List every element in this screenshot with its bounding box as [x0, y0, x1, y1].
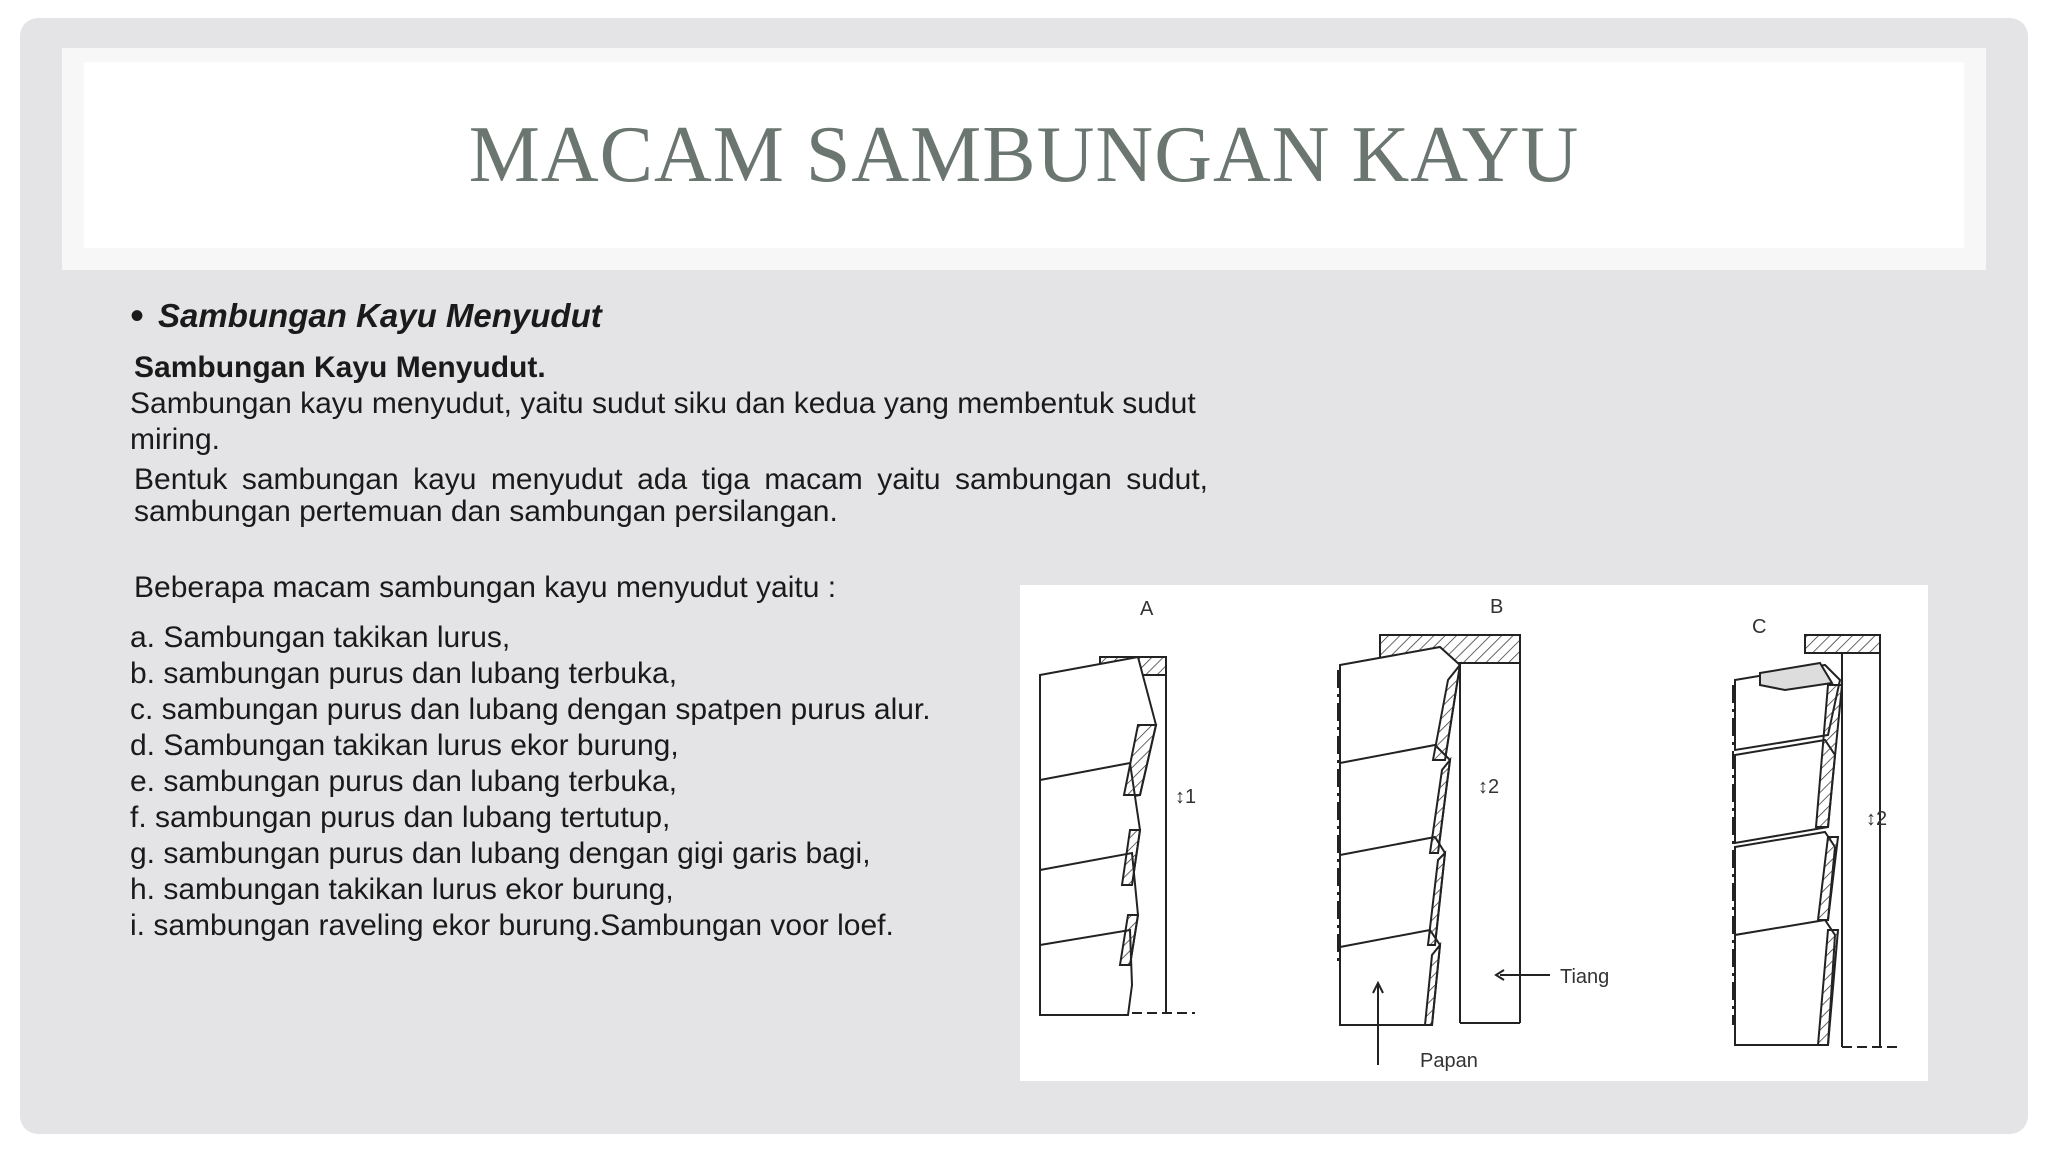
dimension-2-value: 2	[1488, 776, 1500, 798]
label-b: B	[1490, 596, 1504, 618]
diagram-c	[1733, 635, 1900, 1047]
list-item: c. sambungan purus dan lubang dengan spatpen purus alur.	[130, 693, 931, 726]
paragraph-1: Sambungan kayu menyudut, yaitu sudut siku dan kedua yang membentuk sudut miring.	[130, 387, 1196, 456]
list-item: i. sambungan raveling ekor burung.Sambungan voor loef.	[130, 909, 894, 942]
list-item: h. sambungan takikan lurus ekor burung,	[130, 873, 674, 906]
label-papan: Papan	[1420, 1050, 1478, 1072]
list-item: g. sambungan purus dan lubang dengan gigi garis bagi,	[130, 837, 871, 870]
subheading: Sambungan Kayu Menyudut.	[134, 351, 546, 384]
bullet-item	[130, 296, 1250, 336]
list-intro: Beberapa macam sambungan kayu menyudut yaitu :	[134, 571, 837, 604]
bullet-text: Sambungan Kayu Menyudut	[158, 297, 602, 334]
label-c: C	[1752, 616, 1767, 638]
diagram-a	[1040, 657, 1195, 1015]
list-item: a. Sambungan takikan lurus,	[130, 621, 511, 654]
dimension-3-value: 2	[1876, 808, 1888, 830]
bullet-dot: •	[130, 294, 145, 338]
joint-diagram	[1020, 585, 1928, 1081]
list-item: b. sambungan purus dan lubang terbuka,	[130, 657, 678, 690]
dimension-1-value: 1	[1185, 786, 1197, 808]
title-box	[84, 62, 1964, 248]
list-item: d. Sambungan takikan lurus ekor burung,	[130, 729, 679, 762]
dimension-1: ↕1	[1175, 786, 1197, 808]
dimension-3: ↕2	[1866, 808, 1888, 830]
label-tiang: Tiang	[1560, 966, 1610, 988]
diagram-b	[1338, 635, 1550, 1065]
joint-diagram-figure	[1020, 585, 1928, 1081]
label-a: A	[1140, 598, 1154, 620]
page-title: MACAM SAMBUNGAN KAYU	[468, 110, 1580, 199]
paragraph-2: Bentuk sambungan kayu menyudut ada tiga macam yaitu sambungan sudut, sambungan pertemuan dan sambungan persilangan.	[134, 463, 1208, 528]
list-item: f. sambungan purus dan lubang tertutup,	[130, 801, 671, 834]
list-item: e. sambungan purus dan lubang terbuka,	[130, 765, 678, 798]
dimension-2: ↕2	[1478, 776, 1500, 798]
spacer	[130, 528, 1250, 570]
